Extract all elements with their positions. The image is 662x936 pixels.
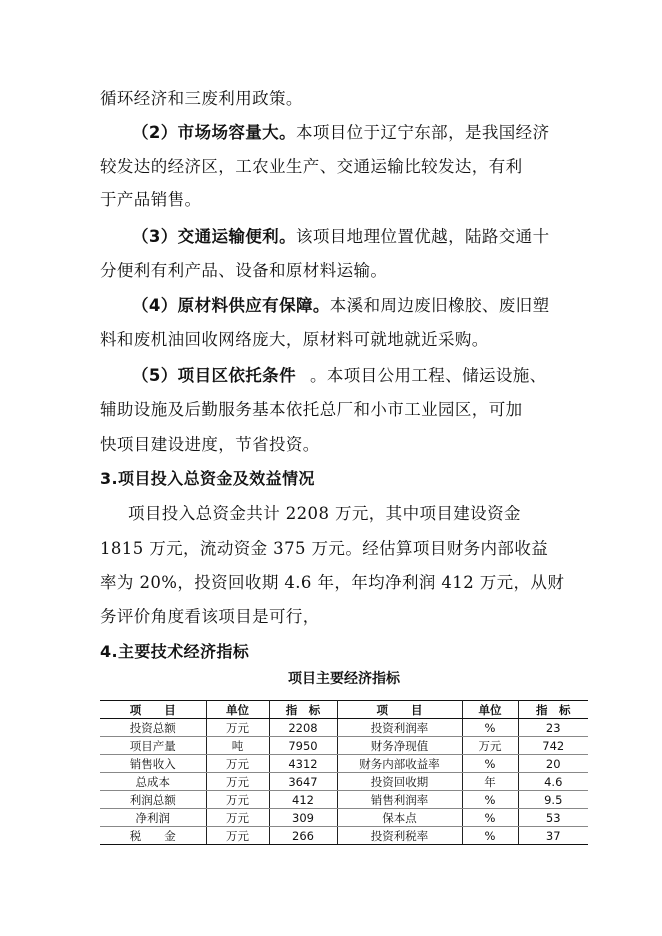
p4-first-line xyxy=(132,295,602,317)
table-cell: % xyxy=(462,791,518,809)
table-cell: 保本点 xyxy=(337,809,462,827)
table-cell: 财务净现值 xyxy=(337,737,462,755)
p3-line: 分便利有利产品、设备和原材料运输。 xyxy=(100,261,388,280)
table-row xyxy=(100,827,588,845)
table-cell: 投资总额 xyxy=(100,719,206,737)
table-cell: 742 xyxy=(518,737,588,755)
table-cell: 266 xyxy=(269,827,337,845)
table-cell: 2208 xyxy=(269,719,337,737)
p2-label: （2）市场场容量大。 xyxy=(132,123,296,142)
p5-line: 快项目建设进度，节省投资。 xyxy=(100,435,320,454)
table-header-row xyxy=(100,701,588,719)
intro-tail-line: 循环经济和三废利用政策。 xyxy=(100,89,303,108)
table-cell: 税 金 xyxy=(100,827,206,845)
table-cell: % xyxy=(462,809,518,827)
table-title: 项目主要经济指标 xyxy=(288,671,400,687)
table-cell: 3647 xyxy=(269,773,337,791)
table-cell: 年 xyxy=(462,773,518,791)
table-row xyxy=(100,755,588,773)
header-item: 项 目 xyxy=(337,701,462,719)
table-cell: 投资利税率 xyxy=(337,827,462,845)
table-cell: 23 xyxy=(518,719,588,737)
p2-line: 较发达的经济区，工农业生产、交通运输比较发达，有利 xyxy=(100,157,523,176)
table-cell: 37 xyxy=(518,827,588,845)
p2-first-line xyxy=(132,122,602,144)
p5-first-line xyxy=(132,365,602,387)
p4-label: （4）原材料供应有保障。 xyxy=(132,296,330,315)
p2-line: 于产品销售。 xyxy=(100,190,202,209)
table-cell: 9.5 xyxy=(518,791,588,809)
table-row xyxy=(100,719,588,737)
table-cell: 4.6 xyxy=(518,773,588,791)
table-cell: 7950 xyxy=(269,737,337,755)
p5-text: 。本项目公用工程、储运设施、 xyxy=(309,366,547,385)
section3-line: 务评价角度看该项目是可行， xyxy=(100,607,320,626)
table-cell: 吨 xyxy=(206,737,269,755)
p4-text: 本溪和周边废旧橡胶、废旧塑 xyxy=(329,296,550,315)
section3-line: 项目投入总资金共计 2208 万元，其中项目建设资金 xyxy=(128,504,521,523)
p3-text: 该项目地理位置优越，陆路交通十 xyxy=(295,227,550,246)
table-cell: 项目产量 xyxy=(100,737,206,755)
section4-heading: 4.主要技术经济指标 xyxy=(100,642,250,661)
table-cell: 万元 xyxy=(206,773,269,791)
table-cell: 财务内部收益率 xyxy=(337,755,462,773)
table-cell: 万元 xyxy=(206,827,269,845)
section3-line: 1815 万元，流动资金 375 万元。经估算项目财务内部收益 xyxy=(100,539,549,558)
table-cell: 万元 xyxy=(206,809,269,827)
table-cell: 万元 xyxy=(462,737,518,755)
table-cell: % xyxy=(462,755,518,773)
table-cell: 20 xyxy=(518,755,588,773)
table-row xyxy=(100,809,588,827)
table-row xyxy=(100,737,588,755)
header-item: 项 目 xyxy=(100,701,206,719)
table-cell: 净利润 xyxy=(100,809,206,827)
p5-line: 辅助设施及后勤服务基本依托总厂和小市工业园区，可加 xyxy=(100,400,523,419)
header-value: 指 标 xyxy=(269,701,337,719)
p3-first-line xyxy=(132,226,602,248)
header-unit: 单位 xyxy=(462,701,518,719)
table-cell: 53 xyxy=(518,809,588,827)
table-cell: % xyxy=(462,719,518,737)
table-cell: 销售收入 xyxy=(100,755,206,773)
table-cell: 销售利润率 xyxy=(337,791,462,809)
table-cell: % xyxy=(462,827,518,845)
table-cell: 万元 xyxy=(206,755,269,773)
table-cell: 万元 xyxy=(206,791,269,809)
table-cell: 投资回收期 xyxy=(337,773,462,791)
p4-line: 料和废机油回收网络庞大，原材料可就地就近采购。 xyxy=(100,330,489,349)
p2-text: 本项目位于辽宁东部，是我国经济 xyxy=(295,123,550,142)
table-cell: 309 xyxy=(269,809,337,827)
table-row xyxy=(100,773,588,791)
header-value: 指 标 xyxy=(518,701,588,719)
section3-heading: 3.项目投入总资金及效益情况 xyxy=(100,469,315,488)
economic-indicators-table xyxy=(100,700,588,845)
table-cell: 412 xyxy=(269,791,337,809)
table-cell: 利润总额 xyxy=(100,791,206,809)
table-row xyxy=(100,791,588,809)
table-cell: 4312 xyxy=(269,755,337,773)
p5-label: （5）项目区依托条件 xyxy=(132,366,296,385)
table-cell: 投资利润率 xyxy=(337,719,462,737)
header-unit: 单位 xyxy=(206,701,269,719)
table-cell: 万元 xyxy=(206,719,269,737)
table-cell: 总成本 xyxy=(100,773,206,791)
p3-label: （3）交通运输便利。 xyxy=(132,227,296,246)
section3-line: 率为 20%，投资回收期 4.6 年，年均净利润 412 万元，从财 xyxy=(100,573,565,592)
